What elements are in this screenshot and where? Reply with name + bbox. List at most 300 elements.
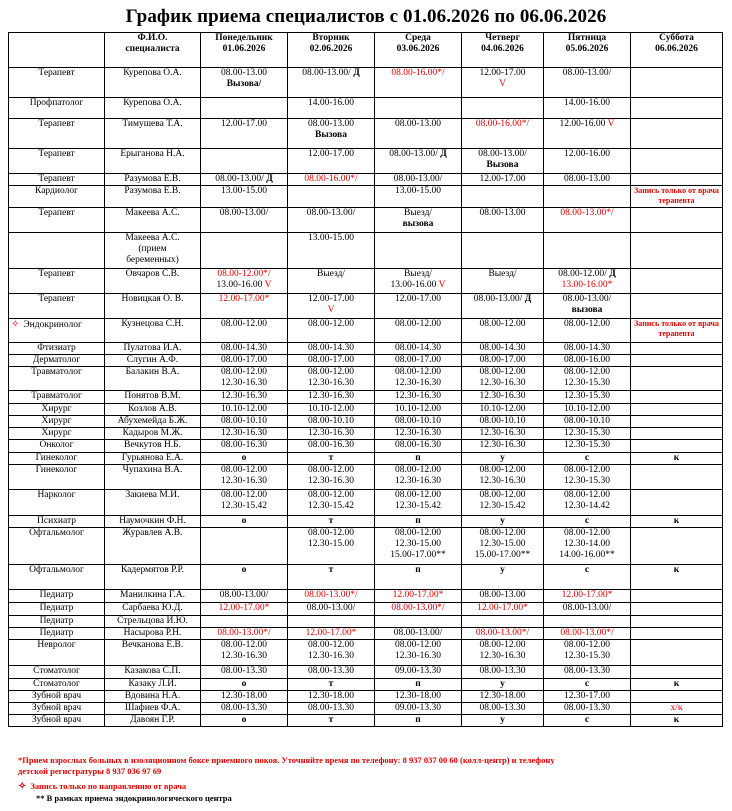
specialty-cell: Кардиолог [9,186,105,208]
table-row [9,715,723,727]
saturday-cell [631,715,723,727]
specialist-name-cell [105,516,201,528]
schedule-cell [288,186,375,208]
specialty-cell: Хирург [9,428,105,440]
schedule-cell [201,428,288,440]
saturday-cell [631,98,723,119]
schedule-text: 12.30-16.30 [221,378,267,388]
schedule-text: 12.30-16.30 [395,428,441,438]
schedule-cell [462,640,544,666]
schedule-text: к [673,453,680,463]
column-header-line: 01.06.2026 [222,44,266,54]
footnote-isolation [18,755,555,766]
specialist-name-cell [105,640,201,666]
saturday-cell [631,208,723,233]
schedule-text: 08.00-12.00 [308,319,354,329]
schedule-cell [544,516,631,528]
specialist-name: Макеева А.С. [125,233,180,243]
footnote-text: ** В рамках приема эндокринологического центра [36,793,232,803]
schedule-cell [288,416,375,428]
specialist-name: Наумочкин Ф.Н. [119,516,186,526]
saturday-cell [631,319,723,343]
schedule-text: 08.00-12.00*/ [217,269,271,279]
specialty-cell: Фтизиатр [9,343,105,355]
saturday-cell [631,174,723,186]
schedule-text: 12.00-17.00 [308,149,354,159]
schedule-text: 12.00-17.00 [308,294,354,304]
specialist-name: Козлов А.В. [128,404,177,414]
schedule-text: 12.30-18.00 [395,691,441,701]
schedule-cell [201,367,288,391]
schedule-text: 12.30-15.42 [395,501,441,511]
schedule-cell [288,640,375,666]
schedule-text: п [415,453,421,463]
schedule-text: 08.00-13.30 [221,703,267,713]
schedule-cell [288,465,375,490]
footnote-text: *Прием взрослых больных в изоляционном боксе приемного покоя. Уточняйте время по телефону: 8 937 037 00 60 (колл-центр) и телефону [18,755,555,765]
schedule-cell [201,528,288,565]
schedule-text: V [499,79,506,89]
specialist-name-cell [105,490,201,516]
specialist-name-cell [105,119,201,149]
table-row [9,119,723,149]
schedule-cell [375,703,462,715]
schedule-cell [375,98,462,119]
schedule-text: 13.00-16.00 [216,280,265,290]
schedule-cell [288,666,375,679]
specialty-cell: Онколог [9,440,105,453]
schedule-cell [544,174,631,186]
column-header-line: Вторник [312,33,350,43]
schedule-text: 08.00-12.00 [395,465,441,475]
schedule-cell [288,404,375,416]
schedule-cell [544,590,631,603]
schedule-cell [462,565,544,590]
schedule-text: 14.00-16.00 [564,98,610,108]
schedule-cell [288,233,375,269]
schedule-cell [375,528,462,565]
specialty-cell: Нарколог [9,490,105,516]
footnote-referral [18,781,186,792]
schedule-cell [201,391,288,404]
column-header-line: Суббота [659,33,694,43]
schedule-text: 08.00-10.10 [395,416,441,426]
specialty-cell: Дерматолог [9,355,105,367]
saturday-cell [631,343,723,355]
specialist-name-cell [105,208,201,233]
saturday-cell [631,233,723,269]
schedule-cell [544,98,631,119]
specialist-name-cell [105,269,201,294]
saturday-cell [631,565,723,590]
schedule-cell [375,590,462,603]
saturday-cell [631,590,723,603]
schedule-cell [288,119,375,149]
schedule-text: 12.30-15.30 [564,440,610,450]
specialty-cell: Зубной врач [9,715,105,727]
specialty-cell: Офтальмолог [9,565,105,590]
table-row [9,174,723,186]
schedule-text: 08.00-13.30 [564,666,610,676]
schedule-cell [375,269,462,294]
table-row [9,490,723,516]
schedule-cell [544,453,631,465]
column-header [375,33,462,68]
column-header [544,33,631,68]
specialist-name: Чупахина В.А. [122,465,183,475]
schedule-text: 08.00-12.00 [221,640,267,650]
schedule-text: 12.30-15.30 [564,391,610,401]
schedule-cell [201,465,288,490]
schedule-text: 12.30-15.00 [479,539,526,549]
table-row [9,416,723,428]
table-row [9,565,723,590]
schedule-cell [544,679,631,691]
schedule-text: 08.00-13.00 [564,174,610,184]
specialist-name-cell [105,703,201,715]
schedule-text: 12.30-16.30 [221,476,267,486]
schedule-text: т [328,453,334,463]
schedule-text: у [500,715,505,725]
column-header-line: Четверг [485,33,520,43]
schedule-text: 12.00-17.00* [218,294,270,304]
schedule-cell [462,119,544,149]
saturday-cell [631,119,723,149]
table-row [9,269,723,294]
schedule-text: 08.00-13.00 [308,119,354,129]
schedule-text: 08.00-13.00/ [306,603,356,613]
schedule-cell [201,565,288,590]
schedule-cell [375,149,462,174]
specialist-name-cell [105,391,201,404]
schedule-cell [201,715,288,727]
schedule-text: 12.30-16.30 [479,428,526,438]
schedule-cell [544,233,631,269]
specialist-name: Понятов В.М. [124,391,181,401]
schedule-cell [375,319,462,343]
column-header-line: специалиста [125,44,180,54]
schedule-text: 12.30-18.00 [479,691,526,701]
schedule-cell [544,490,631,516]
saturday-cell [631,416,723,428]
specialist-name-cell [105,404,201,416]
schedule-text: Вызова [486,160,519,170]
specialist-name-cell [105,453,201,465]
table-row [9,391,723,404]
schedule-text: 12.30-15.42 [479,501,526,511]
schedule-text: 08.00-13.30 [564,703,610,713]
saturday-cell [631,528,723,565]
schedule-text: Д [524,294,532,304]
schedule-text: 10.10-12.00 [308,404,354,414]
schedule-text: 12.00-17.00* [477,603,528,613]
schedule-text: Выезд/ [403,269,433,279]
schedule-text: 08.00-13.00/ [219,208,269,218]
schedule-text: вызова [402,219,434,229]
schedule-text: 10.10-12.00 [479,404,526,414]
schedule-text: п [415,516,421,526]
specialist-name-cell [105,666,201,679]
schedule-cell [288,294,375,319]
specialist-name: Сарбаева Ю.Д. [122,603,183,613]
schedule-text: 08.00-10.10 [479,416,526,426]
schedule-cell [201,516,288,528]
specialist-name-cell [105,628,201,640]
schedule-cell [288,208,375,233]
schedule-text: Выезд/ [316,269,346,279]
schedule-text: V [607,119,615,129]
schedule-cell [288,355,375,367]
saturday-cell [631,186,723,208]
schedule-text: у [500,679,505,689]
schedule-text: 12.00-17.00 [395,294,441,304]
diamond-outline-icon: ✧ [11,319,20,330]
specialty-cell: Офтальмолог [9,528,105,565]
schedule-cell [375,691,462,703]
schedule-cell [375,404,462,416]
specialist-name-cell [105,319,201,343]
schedule-text: 08.00-12.00 [395,528,441,538]
schedule-text: 12.30-16.30 [221,391,267,401]
schedule-cell [544,149,631,174]
column-header-line: Среда [405,33,431,43]
schedule-text: 13.00-15.00 [308,233,354,243]
specialty-cell: Травматолог [9,367,105,391]
schedule-text: Выезд/ [403,208,433,218]
schedule-text: с [584,679,590,689]
schedule-cell [288,616,375,628]
specialist-name-cell [105,98,201,119]
specialty-cell: Педиатр [9,590,105,603]
schedule-text: 14.00-16.00 [308,98,354,108]
schedule-text: 08.00-13.30 [479,703,526,713]
schedule-cell [462,603,544,616]
schedule-text: п [415,715,421,725]
specialist-name: Закиева М.И. [125,490,180,500]
table-row [9,149,723,174]
schedule-text: 08.00-12.00 [221,367,267,377]
specialist-name: Ерыганова Н.А. [120,149,185,159]
schedule-text: 12.30-16.30 [479,651,526,661]
specialist-name: Кузнецова С.Н. [121,319,184,329]
saturday-cell [631,465,723,490]
specialist-name-cell [105,679,201,691]
schedule-text: 08.00-10.10 [308,416,354,426]
schedule-cell [288,98,375,119]
schedule-cell [462,68,544,98]
schedule-cell [462,294,544,319]
schedule-cell [462,98,544,119]
schedule-cell [462,666,544,679]
schedule-text: 14.00-16.00** [559,550,615,560]
schedule-cell [544,367,631,391]
schedule-cell [288,565,375,590]
schedule-cell [288,628,375,640]
schedule-text: 12.30-16.30 [221,651,267,661]
saturday-cell [631,516,723,528]
schedule-text: 08.00-12.00 [479,319,526,329]
schedule-cell [462,428,544,440]
schedule-cell [375,343,462,355]
schedule-text: о [241,453,247,463]
saturday-cell [631,428,723,440]
schedule-text: 08.00-13.00/ [393,174,443,184]
specialist-name: Журавлев А.В. [122,528,183,538]
schedule-cell [375,465,462,490]
table-row [9,98,723,119]
schedule-cell [288,149,375,174]
schedule-cell [201,628,288,640]
schedule-text: о [241,516,247,526]
schedule-text: 08.00-13.00/ [215,174,267,184]
schedule-text: 08.00-16.00*/ [475,119,530,129]
specialist-name: Казаку Л.И. [128,679,177,689]
schedule-text: 12.30-16.30 [221,428,267,438]
schedule-cell [462,453,544,465]
specialty-cell: Профпатолог [9,98,105,119]
schedule-text: 08.00-14.30 [479,343,526,353]
page-title: График приема специалистов с 01.06.2026 по 06.06.2026 [125,6,607,27]
schedule-text: 08.00-12.00 [564,640,610,650]
schedule-cell [462,233,544,269]
schedule-text: 12.30-16.30 [395,391,441,401]
schedule-text: 08.00-12.00 [308,490,354,500]
specialty-cell: Зубной врач [9,691,105,703]
schedule-text: 08.00-13.00*/ [304,590,358,600]
schedule-cell [375,516,462,528]
specialist-name: Разумова Е.В. [124,174,181,184]
table-row [9,428,723,440]
schedule-text: с [584,516,590,526]
schedule-text: V [438,280,446,290]
schedule-text: к [673,516,680,526]
specialist-name: Курепова О.А. [123,68,182,78]
specialty-cell: Терапевт [9,68,105,98]
schedule-cell [201,404,288,416]
specialty-cell: Зубной врач [9,703,105,715]
specialist-name: Давоян Г.Р. [130,715,175,725]
specialist-name-cell [105,715,201,727]
schedule-text: п [415,565,421,575]
column-header-line: Понедельник [215,33,273,43]
table-row [9,186,723,208]
schedule-cell [544,691,631,703]
schedule-cell [375,565,462,590]
specialist-name: Слугин А.Ф. [126,355,179,365]
schedule-cell [462,590,544,603]
schedule-cell [544,404,631,416]
schedule-text: 08.00-17.00 [308,355,354,365]
saturday-cell [631,691,723,703]
table-row [9,616,723,628]
schedule-text: 10.10-12.00 [564,404,610,414]
schedule-cell [462,208,544,233]
table-row [9,294,723,319]
schedule-cell [288,679,375,691]
saturday-cell [631,640,723,666]
schedule-cell [288,269,375,294]
schedule-text: 08.00-12.00 [479,640,526,650]
schedule-text: 08.00-12.00 [395,319,441,329]
schedule-text: 08.00-12.00 [308,528,354,538]
schedule-cell [462,628,544,640]
schedule-cell [544,294,631,319]
specialist-name: Разумова Е.В. [124,186,181,196]
schedule-cell [375,233,462,269]
schedule-cell [375,490,462,516]
schedule-text: 08.00-12.00 [308,465,354,475]
specialist-name: Кадермятов Р.Р. [120,565,185,575]
schedule-text: 08.00-13.30 [221,666,267,676]
schedule-cell [544,428,631,440]
schedule-text: 12.30-15.30 [564,378,610,388]
schedule-text: 08.00-14.30 [221,343,267,353]
schedule-cell [375,666,462,679]
schedule-cell [462,715,544,727]
schedule-text: 08.00-13.00*/ [560,208,614,218]
schedule-cell [288,343,375,355]
column-header-line: Пятница [567,33,607,43]
schedule-text: 12.30-16.30 [395,651,441,661]
specialist-name-cell [105,428,201,440]
schedule-cell [375,453,462,465]
schedule-cell [288,490,375,516]
schedule-text: V [327,305,335,315]
schedule-cell [201,453,288,465]
schedule-cell [201,679,288,691]
schedule-text: 10.10-12.00 [395,404,441,414]
schedule-cell [288,691,375,703]
schedule-text: 12.30-18.00 [308,691,354,701]
specialist-name: Овчаров С.В. [125,269,180,279]
schedule-text: 12.30-16.30 [479,440,526,450]
specialty-cell: Стоматолог [9,666,105,679]
schedule-text: 12.30-15.30 [564,651,610,661]
specialist-name-cell [105,294,201,319]
schedule-text: 08.00-14.30 [564,343,610,353]
schedule-cell [288,603,375,616]
schedule-text: 12.30-17.00 [564,691,610,701]
schedule-cell [462,490,544,516]
schedule-text: о [241,715,247,725]
table-row [9,603,723,616]
schedule-text: Д [609,269,616,279]
schedule-cell [544,603,631,616]
schedule-cell [544,703,631,715]
schedule-text: 08.00-13.00*/ [475,628,530,638]
schedule-text: Д [440,149,447,159]
schedule-table [8,32,723,727]
referral-note: Запись только от врача терапевта [634,319,719,338]
schedule-cell [201,208,288,233]
specialty-cell: Гинеколог [9,465,105,490]
specialist-name-cell [105,616,201,628]
schedule-text: 08.00-13.30 [479,666,526,676]
schedule-cell [201,149,288,174]
specialist-name: Вечкутов Н.Б. [123,440,182,450]
schedule-cell [375,391,462,404]
table-row [9,691,723,703]
schedule-text: у [500,453,505,463]
schedule-cell [544,715,631,727]
specialist-name: (прием [138,244,167,254]
table-row [9,640,723,666]
specialist-name-cell [105,174,201,186]
schedule-text: о [241,565,247,575]
schedule-text: 08.00-16.30 [221,440,267,450]
schedule-text: 08.00-16.30 [395,440,441,450]
schedule-cell [544,440,631,453]
